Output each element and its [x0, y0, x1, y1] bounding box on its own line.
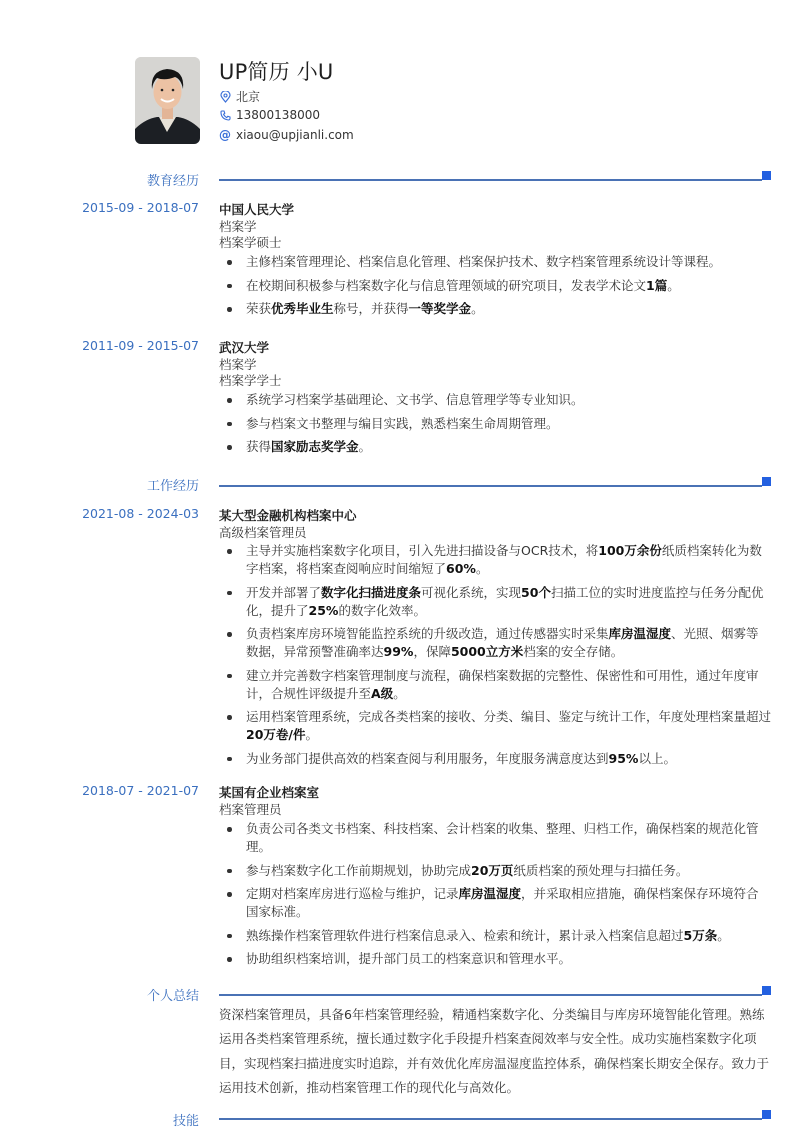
bullet-item: 负责公司各类文书档案、科技档案、会计档案的收集、整理、归档工作，确保档案的规范化管理。	[219, 820, 771, 856]
bullet-item: 在校期间积极参与档案数字化与信息管理领域的研究项目，发表学术论文1篇。	[219, 277, 771, 295]
map-pin-icon	[219, 91, 231, 103]
bullet-item: 运用档案管理系统，完成各类档案的接收、分类、编目、鉴定与统计工作，年度处理档案量超过20万卷/件。	[219, 708, 771, 744]
bullet-item: 熟练操作档案管理软件进行档案信息录入、检索和统计，累计录入档案信息超过5万条。	[219, 927, 771, 945]
contact-location	[219, 88, 260, 105]
work-bullets	[219, 542, 771, 773]
section-title-skills: 技能	[172, 1114, 199, 1129]
bullet-item: 荣获优秀毕业生称号，并获得一等奖学金。	[219, 300, 771, 318]
education-date: 2015-09 - 2018-07	[82, 200, 199, 215]
section-marker-square	[762, 171, 771, 180]
bullet-item: 参与档案数字化工作前期规划，协助完成20万页纸质档案的预处理与扫描任务。	[219, 862, 771, 880]
section-divider	[219, 179, 762, 181]
bullet-item: 参与档案文书整理与编目实践，熟悉档案生命周期管理。	[219, 415, 771, 433]
section-divider	[219, 994, 762, 996]
bullet-item: 负责档案库房环境智能监控系统的升级改造，通过传感器实时采集库房温湿度、光照、烟雾等数据，异常预警准确率达99%，保障5000立方米档案的安全存储。	[219, 625, 771, 661]
section-marker-square	[762, 986, 771, 995]
education-major: 档案学	[219, 357, 257, 372]
education-school: 中国人民大学	[219, 202, 295, 217]
education-bullets	[219, 253, 771, 324]
work-company: 某大型金融机构档案中心	[219, 508, 357, 523]
section-divider	[219, 485, 762, 487]
at-icon: @	[219, 128, 231, 142]
section-divider	[219, 1118, 762, 1120]
contact-phone	[219, 108, 320, 122]
work-title: 高级档案管理员	[219, 525, 307, 540]
bullet-item: 协助组织档案培训，提升部门员工的档案意识和管理水平。	[219, 950, 771, 968]
section-title-work: 工作经历	[146, 479, 199, 494]
bullet-item: 开发并部署了数字化扫描进度条可视化系统，实现50个扫描工位的实时进度监控与任务分配优化，提升了25%的数字化效率。	[219, 584, 771, 620]
contact-email	[219, 128, 354, 142]
bullet-item: 系统学习档案学基础理论、文书学、信息管理学等专业知识。	[219, 391, 771, 409]
email-text: xiaou@upjianli.com	[236, 128, 354, 142]
bullet-item: 主导并实施档案数字化项目，引入先进扫描设备与OCR技术，将100万余份纸质档案转化为数字档案，将档案查阅响应时间缩短了60%。	[219, 542, 771, 578]
phone-icon	[219, 109, 231, 121]
education-bullets	[219, 391, 771, 462]
education-major: 档案学	[219, 219, 257, 234]
education-school: 武汉大学	[219, 340, 270, 355]
section-title-summary: 个人总结	[146, 989, 199, 1004]
work-date: 2018-07 - 2021-07	[82, 783, 199, 798]
work-company: 某国有企业档案室	[219, 785, 320, 800]
education-degree: 档案学学士	[219, 373, 282, 388]
section-marker-square	[762, 1110, 771, 1119]
bullet-item: 为业务部门提供高效的档案查阅与利用服务，年度服务满意度达到95%以上。	[219, 750, 771, 768]
summary-text: 资深档案管理员，具备6年档案管理经验，精通档案数字化、分类编目与库房环境智能化管理。熟练运用各类档案管理系统，擅长通过数字化手段提升档案查阅效率与安全性。成功实施档案数字化项目，实现档案扫描进度实时追踪，并有效优化库房温湿度监控体系，确保档案长期安全保存。致力于运用技术创新，推动档案管理工作的现代化与高效化。	[219, 1007, 770, 1095]
work-title: 档案管理员	[219, 802, 282, 817]
bullet-item: 定期对档案库房进行巡检与维护，记录库房温湿度，并采取相应措施，确保档案保存环境符合国家标准。	[219, 885, 771, 921]
bullet-item: 建立并完善数字档案管理制度与流程，确保档案数据的完整性、保密性和可用性，通过年度审计，合规性评级提升至A级。	[219, 667, 771, 703]
profile-photo	[135, 57, 200, 144]
location-text: 北京	[236, 90, 261, 104]
work-bullets	[219, 820, 771, 974]
education-date: 2011-09 - 2015-07	[82, 338, 199, 353]
bullet-item: 主修档案管理理论、档案信息化管理、档案保护技术、数字档案管理系统设计等课程。	[219, 253, 771, 271]
education-degree: 档案学硕士	[219, 235, 282, 250]
phone-text: 13800138000	[236, 108, 320, 122]
work-date: 2021-08 - 2024-03	[82, 506, 199, 521]
section-marker-square	[762, 477, 771, 486]
bullet-item: 获得国家励志奖学金。	[219, 438, 771, 456]
section-title-education: 教育经历	[146, 174, 199, 189]
candidate-name: UP简历 小U	[219, 60, 334, 84]
